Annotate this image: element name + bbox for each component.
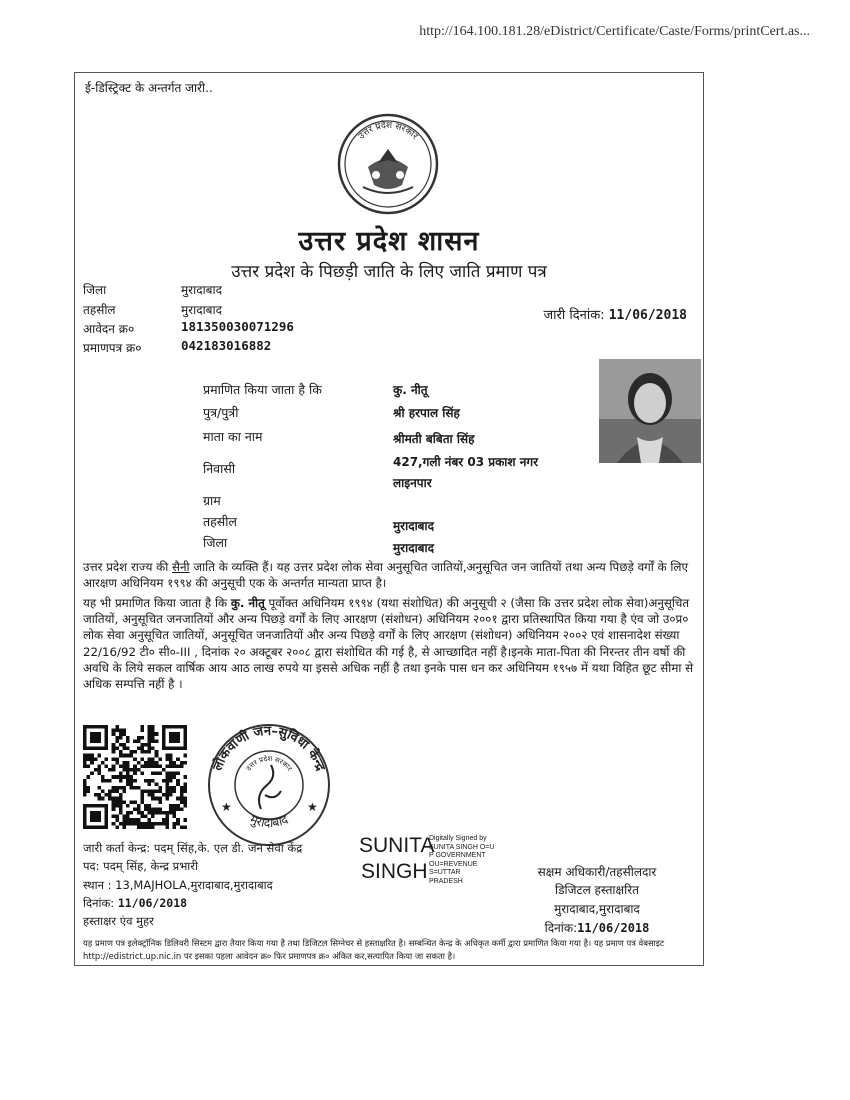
issuer-designation: पद: पदम् सिंह, केन्द्र प्रभारी	[83, 859, 198, 873]
digital-signature-meta	[429, 835, 494, 887]
seal-inner-text: उत्तर प्रदेश सरकार	[244, 754, 294, 773]
authority-place: मुरादाबाद,मुरादाबाद	[554, 902, 640, 916]
resident-label: निवासी	[203, 461, 236, 476]
center-seal	[199, 719, 339, 851]
svg-text:मुरादाबाद	[248, 812, 291, 830]
mother-name: श्रीमती बबिता सिंह	[393, 432, 475, 446]
para1-pre: उत्तर प्रदेश राज्य की	[83, 560, 173, 574]
mother-label: माता का नाम	[203, 429, 263, 444]
person-district-label: जिला	[203, 535, 228, 550]
seal-outer-text: लोकवाणी जन–सुविधा केन्द्र	[210, 723, 328, 773]
father-name: श्री हरपाल सिंह	[393, 406, 460, 420]
issuer-date-label: दिनांक:	[83, 896, 115, 910]
authority-title: सक्षम अधिकारी/तहसीलदार	[537, 865, 657, 879]
svg-text:उत्तर प्रदेश सरकार	[357, 119, 420, 142]
emblem-ring-text: उत्तर प्रदेश सरकार	[356, 120, 420, 142]
qr-code	[83, 725, 187, 833]
certify-label: प्रमाणित किया जाता है कि	[203, 382, 322, 397]
sig-meta-line: S=UTTAR	[429, 869, 461, 877]
issue-date-label: जारी दिनांक:	[543, 308, 605, 323]
sig-meta-line: SUNITA SINGH O=U	[429, 843, 495, 851]
authority-sign: डिजिटल हस्ताक्षरित	[555, 883, 639, 897]
child-of-label: पुत्र/पुत्री	[203, 405, 239, 420]
browser-url: http://164.100.181.28/eDistrict/Certificate/Caste/Forms/printCert.as...	[419, 24, 810, 39]
village-label: ग्राम	[203, 493, 221, 508]
tehsil-value: मुरादाबाद	[181, 303, 223, 317]
authority-date	[507, 919, 687, 936]
tehsil-label: तहसील	[83, 303, 116, 317]
seal-bottom-text: मुरादाबाद	[248, 812, 290, 831]
svg-text:उत्तर प्रदेश सरकार	[244, 754, 293, 773]
sig-meta-line: P GOVERNMENT	[429, 852, 486, 860]
district-label: जिला	[83, 283, 107, 297]
svg-text:★: ★	[307, 800, 318, 814]
sig-meta-line: PRADESH	[429, 877, 463, 885]
para2-name: कु. नीतू	[230, 596, 265, 610]
issuer-date	[83, 896, 187, 911]
state-emblem	[333, 109, 443, 223]
certificate-frame	[74, 72, 704, 966]
certification-paragraph	[83, 595, 699, 692]
address-line2: लाइनपार	[393, 476, 432, 490]
applicant-name: कु. नीतू	[393, 383, 428, 397]
certificate-no-label: प्रमाणपत्र क्र०	[83, 341, 142, 355]
signature-name-line2: SINGH	[361, 860, 428, 883]
authority-date-value: 11/06/2018	[577, 921, 650, 935]
authority-date-label: दिनांक:	[544, 921, 578, 935]
sig-meta-line: OU=REVENUE	[429, 860, 478, 868]
person-tehsil-value: मुरादाबाद	[393, 519, 435, 533]
sig-meta-line: Digitally Signed by	[429, 835, 487, 842]
address-line1: 427,गली नंबर 03 प्रकाश नगर	[393, 455, 539, 469]
applicant-photo	[599, 359, 701, 463]
digital-signature-name	[359, 833, 434, 885]
caste-paragraph	[83, 559, 699, 591]
certificate-subtitle: उत्तर प्रदेश के पिछड़ी जाति के लिए जाति प्रमाण पत्र	[231, 262, 547, 282]
svg-text:लोकवाणी जन–सुविधा केन्द्र	[209, 724, 328, 774]
disclaimer: यह प्रमाण पत्र इलेक्ट्रॉनिक डिलिवरी सिस्टम द्वारा तैयार किया गया है तथा डिजिटल सिग्नेचर से हस्ताक्षरित है। सम्बन्धित केन्द्र के अधिकृत कर्मी द्वारा प्रमाणित किया गया है। यह प्रमाण पत्र वेबसाइट http://edistrict.up.nic.in पर इसका पहला आवेदन क्र० फिर प्रमाणपत्र क्र० अंकित कर,सत्यापित किया जा सकता है।	[83, 938, 665, 961]
issuer-place: स्थान : 13,MAJHOLA,मुरादाबाद,मुरादाबाद	[83, 878, 273, 892]
svg-text:★: ★	[221, 800, 232, 814]
top-note: ई-डिस्ट्रिक्ट के अन्तर्गत जारी..	[85, 81, 213, 95]
para1-post: जाति के व्यक्ति हैं। यह उत्तर प्रदेश लोक सेवा अनुसूचित जातियों,अनुसूचित जन जातियों तथा अन्य पिछड़े वर्गों के लिए आरक्षण अधिनियम १९९४ की अनुसूची एक के अन्तर्गत मान्यता प्राप्त है।	[83, 560, 688, 591]
issue-date	[544, 305, 687, 323]
signature-name-line1: SUNITA	[359, 834, 435, 857]
application-no-value: 181350030071296	[181, 319, 294, 334]
issuer-date-value: 11/06/2018	[117, 896, 188, 910]
district-value: मुरादाबाद	[181, 283, 223, 297]
caste-name: सैनी	[172, 560, 190, 574]
certificate-title: उत्तर प्रदेश शासन	[298, 226, 480, 257]
person-district-value: मुरादाबाद	[393, 541, 435, 555]
para2-pre: यह भी प्रमाणित किया जाता है कि	[83, 596, 231, 610]
application-no-label: आवेदन क्र०	[83, 322, 135, 336]
certificate-no-value: 042183016882	[181, 338, 272, 353]
issuing-center: जारी कर्ता केन्द्र: पदम् सिंह,के. एल डी. जन सेवा केंद्र	[83, 841, 303, 855]
para2-post: पूर्वोक्त अधिनियम १९९४ (यथा संशोधित) की अनुसूची २ (जैसा कि उत्तर प्रदेश लोक सेवा)अनुसूचित जातियों, अनुसूचित जनजातियों और अन्य पिछड़े वर्गों के लिए आरक्षण (संशोधन) अधिनियम २००१ द्वारा प्रतिस्थापित किया गया है एंव जो उ०प्र० लोक सेवा अनुसूचित जातियों, अनुसूचित जनजातियों और अन्य पिछड़े वर्गों के लिए आरक्षण (संशोधन) अधिनियम २००२ एवं शासनादेश संख्या 22/16/92 टी० सी०-III , दिनांक २० अक्टूबर २००८ द्वारा संशोधित की गई है, से आच्छादित नहीं है।इनके माता-पिता की निरन्तर तीन वर्षो की अवधि के लिये सकल वार्षिक आय आठ लाख रुपये या इससे अधिक नहीं है तथा इनके पास धन कर अधिनियम १९५७ में यथा विहित छूट सीमा से अधिक सम्पत्ति नहीं है ।	[83, 596, 694, 692]
issue-date-value: 11/06/2018	[608, 308, 687, 323]
issuer-sign-label: हस्ताक्षर एंव मुहर	[83, 914, 154, 928]
person-tehsil-label: तहसील	[203, 514, 237, 529]
